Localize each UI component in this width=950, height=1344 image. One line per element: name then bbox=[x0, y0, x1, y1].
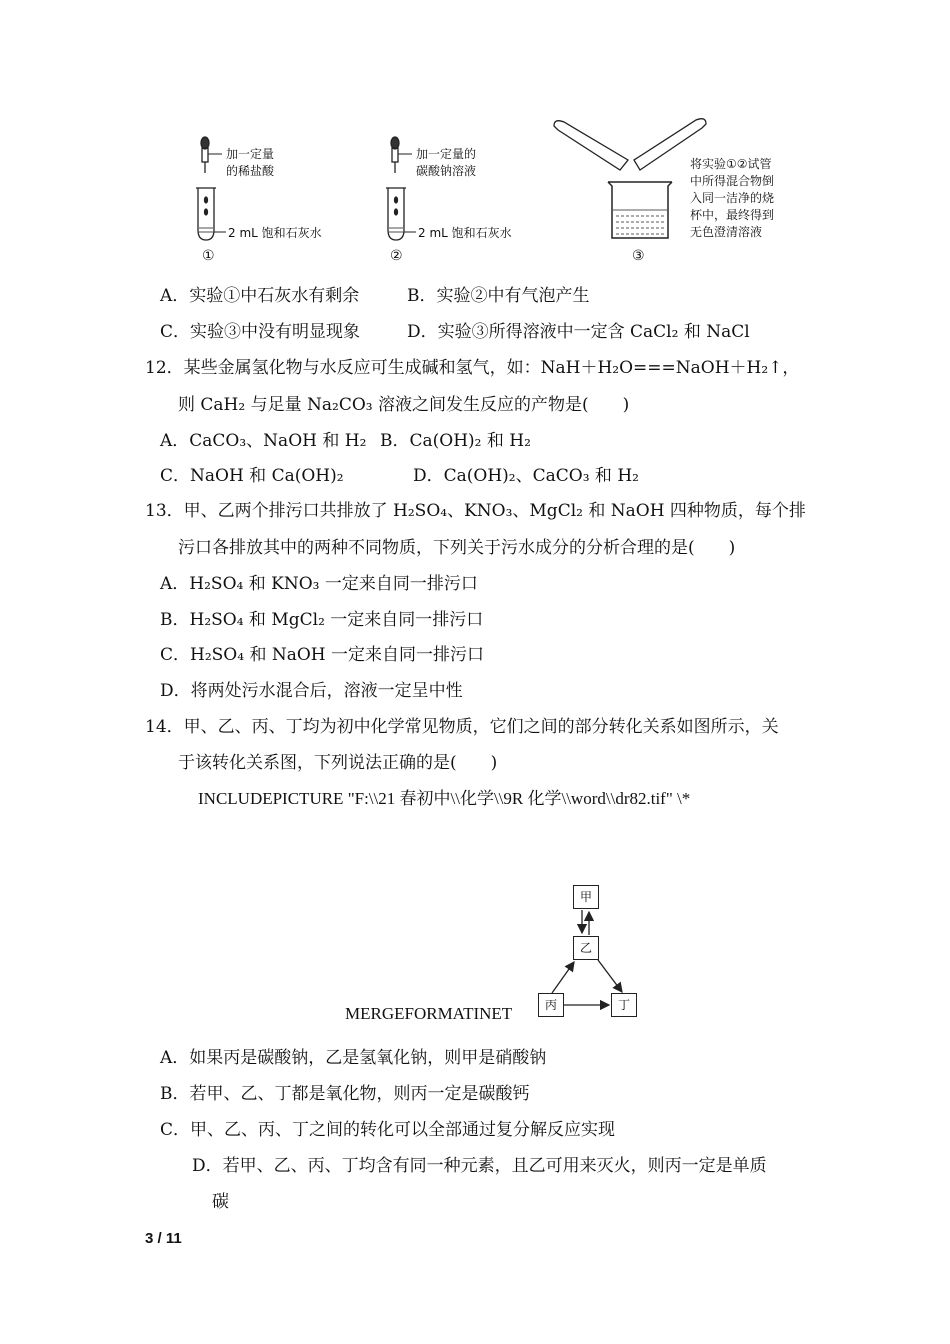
q14-option-a: A．如果丙是碳酸钠，乙是氢氧化钠，则甲是硝酸钠 bbox=[160, 1048, 547, 1068]
q14-option-b: B．若甲、乙、丁都是氧化物，则丙一定是碳酸钙 bbox=[160, 1084, 530, 1104]
q13-option-b: B．H₂SO₄ 和 MgCl₂ 一定来自同一排污口 bbox=[160, 610, 484, 630]
q13-stem-line-2: 污口各排放其中的两种不同物质，下列关于污水成分的分析合理的是( ) bbox=[178, 538, 736, 558]
dropper-1-label-b: 的稀盐酸 bbox=[226, 164, 275, 178]
beaker bbox=[608, 182, 672, 238]
q14-option-c: C．甲、乙、丙、丁之间的转化可以全部通过复分解反应实现 bbox=[160, 1120, 616, 1140]
q13-option-c: C．H₂SO₄ 和 NaOH 一定来自同一排污口 bbox=[160, 645, 485, 665]
tube-2-label: 2 mL 饱和石灰水 bbox=[418, 226, 512, 240]
experiment-3-desc-4: 杯中，最终得到 bbox=[690, 208, 775, 222]
experiment-3-number: ③ bbox=[632, 248, 645, 264]
field-code-includepicture: INCLUDEPICTURE "F:\\21 春初中\\化学\\9R 化学\\word\\dr82.tif" \* bbox=[198, 789, 691, 808]
q14-option-d-line-1: D．若甲、乙、丙、丁均含有同一种元素，且乙可用来灭火，则丙一定是单质 bbox=[192, 1156, 767, 1176]
test-tube-1 bbox=[196, 188, 226, 240]
node-bing: 丙 bbox=[538, 993, 564, 1017]
pouring-tubes bbox=[554, 119, 706, 170]
experiment-3-desc-1: 将实验①②试管 bbox=[690, 157, 772, 171]
experiment-2-number: ② bbox=[390, 248, 403, 264]
q13-option-a: A．H₂SO₄ 和 KNO₃ 一定来自同一排污口 bbox=[160, 574, 478, 594]
q12-stem-line-2: 则 CaH₂ 与足量 Na₂CO₃ 溶液之间发生反应的产物是( ) bbox=[178, 395, 630, 415]
node-yi: 乙 bbox=[573, 936, 599, 960]
node-ding: 丁 bbox=[611, 993, 637, 1017]
transformation-diagram bbox=[530, 880, 650, 1020]
q12-option-c: C．NaOH 和 Ca(OH)₂ bbox=[160, 466, 344, 486]
experiment-1-number: ① bbox=[202, 248, 215, 264]
q12-option-a: A．CaCO₃、NaOH 和 H₂ bbox=[160, 431, 367, 451]
q14-option-d-line-2: 碳 bbox=[212, 1192, 229, 1212]
node-jia: 甲 bbox=[573, 885, 599, 909]
q12-option-d: D．Ca(OH)₂、CaCO₃ 和 H₂ bbox=[413, 466, 639, 486]
experiment-3-desc-2: 中所得混合物倒 bbox=[690, 174, 775, 188]
q13-stem-line-1: 13．甲、乙两个排污口共排放了 H₂SO₄、KNO₃、MgCl₂ 和 NaOH 四种物质，每个排 bbox=[145, 501, 806, 521]
dropper-2 bbox=[391, 137, 412, 173]
q12-option-b: B．Ca(OH)₂ 和 H₂ bbox=[380, 431, 531, 451]
dropper-2-label-a: 加一定量的 bbox=[416, 147, 477, 161]
q11-option-b: B．实验②中有气泡产生 bbox=[407, 286, 590, 306]
experiment-figure bbox=[150, 118, 810, 268]
q11-option-d: D．实验③所得溶液中一定含 CaCl₂ 和 NaCl bbox=[407, 322, 750, 342]
dropper-1 bbox=[201, 137, 222, 173]
experiment-3-desc-5: 无色澄清溶液 bbox=[690, 225, 763, 239]
q12-stem-line-1: 12．某些金属氢化物与水反应可生成碱和氢气，如：NaH＋H₂O===NaOH＋H₂↑， bbox=[145, 358, 800, 378]
test-tube-2 bbox=[386, 188, 416, 240]
q11-option-a: A．实验①中石灰水有剩余 bbox=[160, 286, 360, 306]
q14-stem-line-2: 于该转化关系图，下列说法正确的是( ) bbox=[178, 753, 498, 773]
field-code-mergeformat: MERGEFORMATINET bbox=[345, 1004, 513, 1023]
dropper-1-label-a: 加一定量 bbox=[226, 147, 275, 161]
q14-stem-line-1: 14．甲、乙、丙、丁均为初中化学常见物质，它们之间的部分转化关系如图所示，关 bbox=[145, 717, 779, 737]
experiment-3-desc-3: 入同一洁净的烧 bbox=[690, 191, 775, 205]
q13-option-d: D．将两处污水混合后，溶液一定呈中性 bbox=[160, 681, 463, 701]
tube-1-label: 2 mL 饱和石灰水 bbox=[228, 226, 322, 240]
dropper-2-label-b: 碳酸钠溶液 bbox=[416, 164, 477, 178]
q11-option-c: C．实验③中没有明显现象 bbox=[160, 322, 361, 342]
page-number: 3 / 11 bbox=[145, 1230, 182, 1247]
